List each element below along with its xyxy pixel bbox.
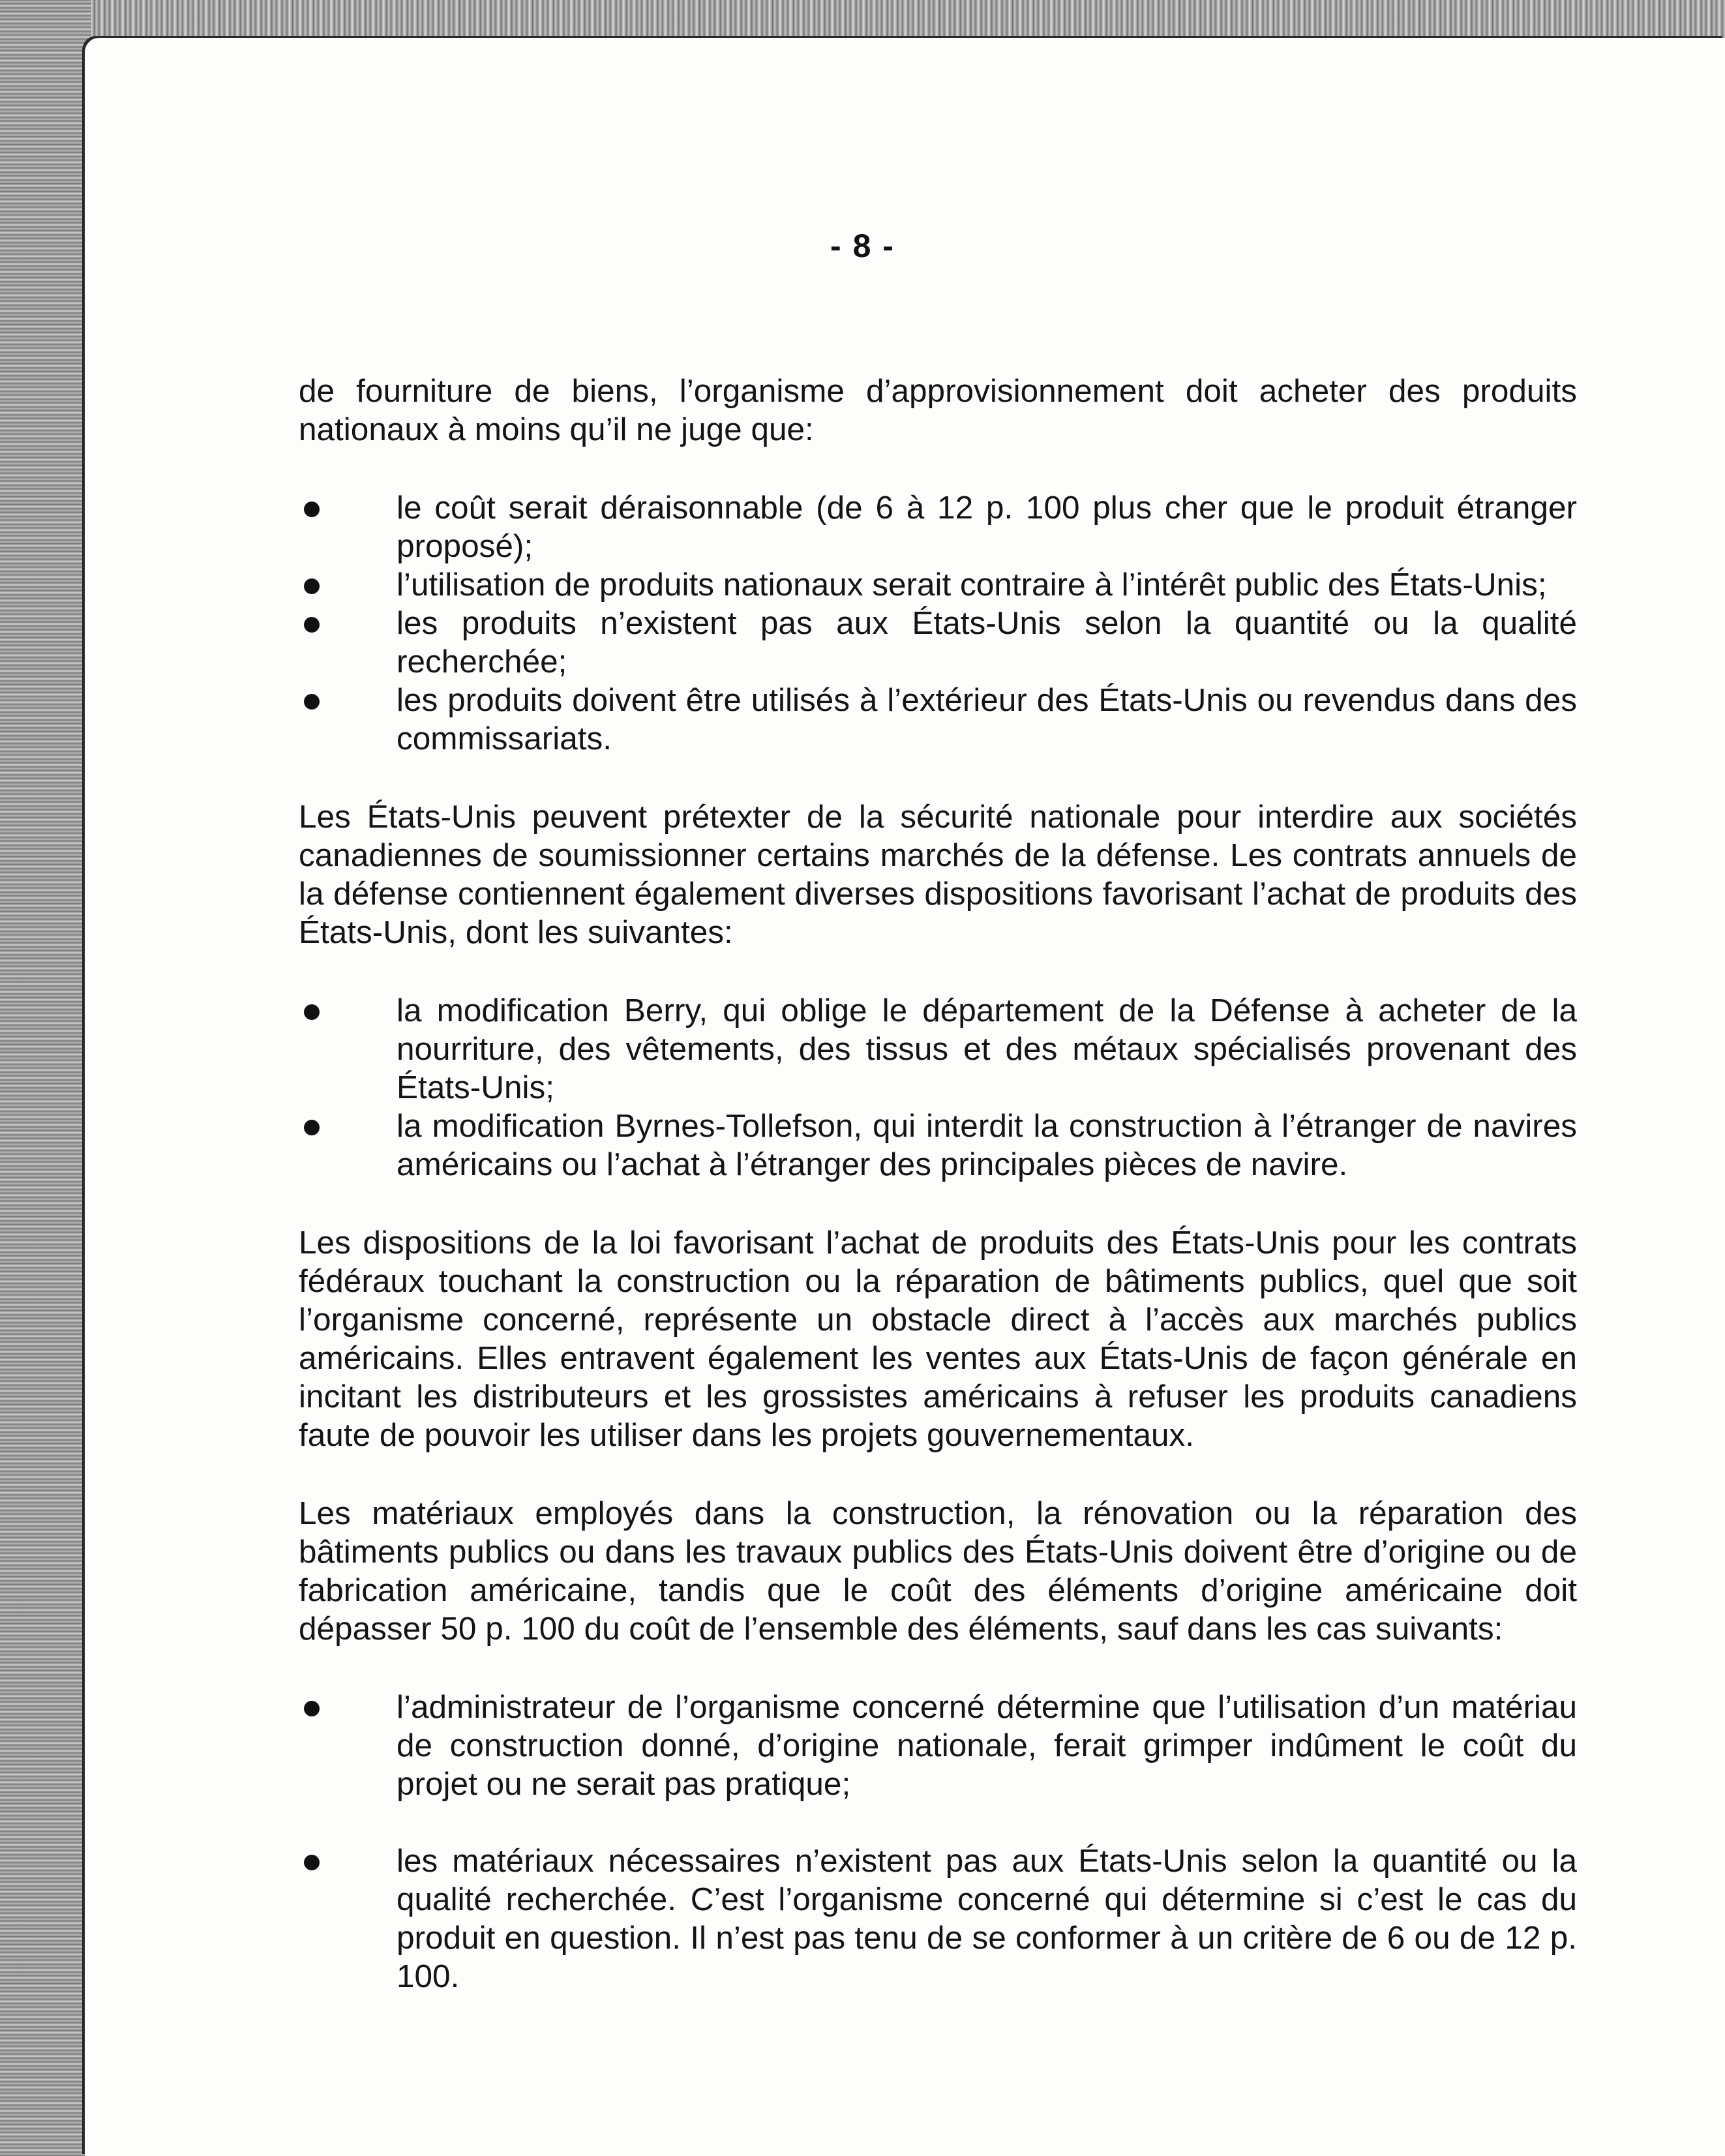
- bullet-list: [299, 991, 1577, 1184]
- list-item-text: le coût serait déraisonnable (de 6 à 12 p. 100 plus cher que le produit étranger proposé);: [397, 490, 1577, 564]
- scan-border-left: [0, 0, 91, 2156]
- document-body: [299, 372, 1577, 2035]
- list-item-text: les produits doivent être utilisés à l’extérieur des États-Unis ou revendus dans des commissariats.: [397, 682, 1577, 756]
- bullet-icon: [304, 617, 320, 633]
- scan-border-top: [0, 0, 1725, 40]
- bullet-list: [299, 1688, 1577, 1996]
- list-item: [299, 1842, 1577, 1996]
- page-number: - 8 -: [830, 228, 895, 264]
- list-item-text: la modification Berry, qui oblige le département de la Défense à acheter de la nourriture, des vêtements, des tissus et des métaux spécialisés provenant des États-Unis;: [397, 993, 1577, 1105]
- list-item-text: les produits n’existent pas aux États-Unis selon la quantité ou la qualité recherchée;: [397, 605, 1577, 680]
- bullet-icon: [304, 1120, 320, 1135]
- bullet-icon: [304, 1701, 320, 1716]
- paragraph: de fourniture de biens, l’organisme d’approvisionnement doit acheter des produits nationaux à moins qu’il ne juge que:: [299, 373, 1577, 447]
- list-item: [299, 565, 1577, 604]
- list-item-text: l’utilisation de produits nationaux serait contraire à l’intérêt public des États-Unis;: [397, 567, 1547, 603]
- list-item-text: la modification Byrnes-Tollefson, qui interdit la construction à l’étranger de navires américains ou l’achat à l’étranger des principales pièces de navire.: [397, 1108, 1577, 1182]
- list-item-text: les matériaux nécessaires n’existent pas aux États-Unis selon la quantité ou la qualité recherchée. C’est l’organisme concerné qui détermine si c’est le cas du produit en question. Il n’est pas tenu de se conformer à un critère de 6 ou de 12 p. 100.: [397, 1843, 1577, 1994]
- paragraph: Les États-Unis peuvent prétexter de la sécurité nationale pour interdire aux sociétés canadiennes de soumissionner certains marchés de la défense. Les contrats annuels de la défense contiennent également diverses dispositions favorisant l’achat de produits des États-Unis, dont les suivantes:: [299, 799, 1577, 950]
- list-item: [299, 604, 1577, 681]
- bullet-icon: [304, 578, 320, 594]
- bullet-icon: [304, 502, 320, 517]
- bullet-list: [299, 488, 1577, 758]
- bullet-icon: [304, 1004, 320, 1020]
- list-item: [299, 1688, 1577, 1803]
- paragraph: Les dispositions de la loi favorisant l’achat de produits des États-Unis pour les contrats fédéraux touchant la construction ou la réparation de bâtiments publics, quel que soit l’organisme concerné, représente un obstacle direct à l’accès aux marchés publics américains. Elles entravent également les ventes aux États-Unis de façon générale en incitant les distributeurs et les grossistes américains à refuser les produits canadiens faute de pouvoir les utiliser dans les projets gouvernementaux.: [299, 1225, 1577, 1453]
- list-item: [299, 681, 1577, 758]
- bullet-icon: [304, 1855, 320, 1870]
- bullet-icon: [304, 694, 320, 710]
- list-item: [299, 488, 1577, 565]
- list-item: [299, 1107, 1577, 1184]
- list-item-text: l’administrateur de l’organisme concerné détermine que l’utilisation d’un matériau de construction donné, d’origine nationale, ferait grimper indûment le coût du projet ou ne serait pas pratique;: [397, 1689, 1577, 1802]
- paragraph: Les matériaux employés dans la construction, la rénovation ou la réparation des bâtiments publics ou dans les travaux publics des États-Unis doivent être d’origine ou de fabrication américaine, tandis que le coût des éléments d’origine américaine doit dépasser 50 p. 100 du coût de l’ensemble des éléments, sauf dans les cas suivants:: [299, 1495, 1577, 1647]
- list-item: [299, 991, 1577, 1107]
